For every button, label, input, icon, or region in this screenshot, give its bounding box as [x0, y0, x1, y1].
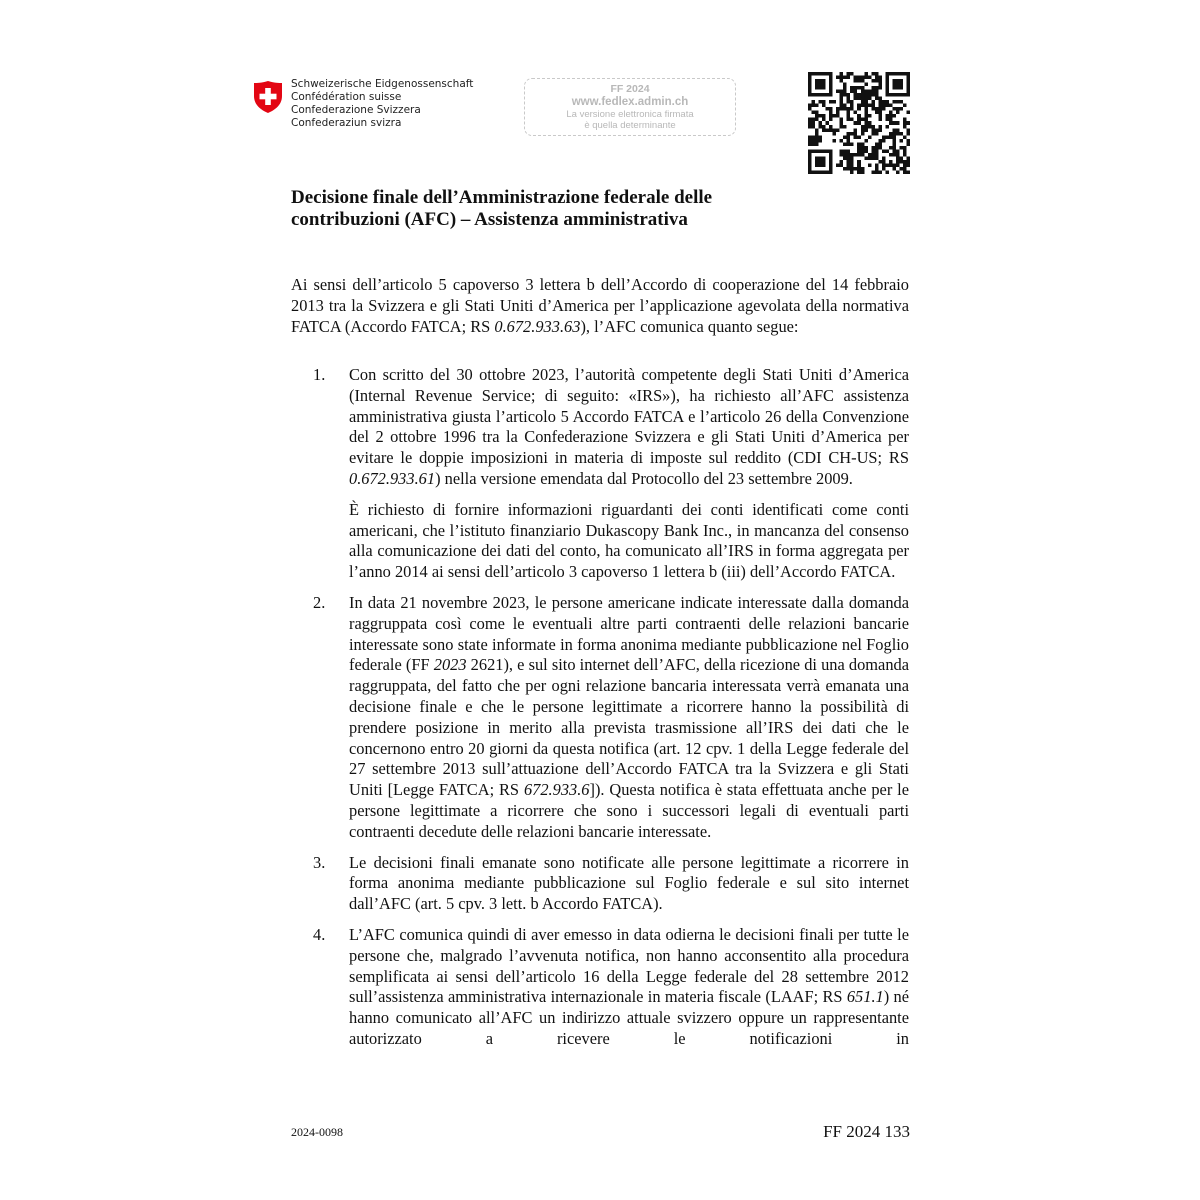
swiss-cross-icon	[253, 80, 283, 114]
confederation-name-fr: Confédération suisse	[291, 91, 402, 103]
item-paragraph: Le decisioni finali emanate sono notificate alle persone legittimate a ricorrere in forma anonima mediante pubblicazione sul Foglio federale e sul sito internet dall’AFC (art. 5 cpv. 3 lett. b Accordo FATCA).	[349, 852, 909, 914]
numbered-list	[291, 365, 909, 1060]
stamp-line-note-1: La versione elettronica firmata	[566, 109, 694, 120]
intro-paragraph	[291, 275, 909, 337]
electronic-version-stamp	[524, 78, 736, 136]
list-item	[291, 593, 909, 843]
item-text: ) nella versione emendata dal Protocollo del 23 settembre 2009.	[435, 468, 853, 488]
intro-text: Ai sensi dell’articolo 5 capoverso 3 lettera b dell’Accordo di cooperazione del 14 febbraio 2013 tra la Svizzera e gli Stati Uniti d’America per l’applicazione agevolata della normativa FATCA (Accordo FATCA; RS	[291, 275, 909, 336]
document-title	[291, 187, 911, 231]
intro-text-end: ), l’AFC comunica quanto segue:	[580, 316, 799, 336]
item-text: 2621), e sul sito internet dell’AFC, della ricezione di una domanda raggruppata, del fatto che per ogni relazione bancaria interessata verrà emanata una decisione finale e che le persone legittimate a ricorrere hanno la possibilità di prendere posizione in merito alla prevista trasmissione all’IRS dei dati che le concernono entro 20 giorni da questa notifica (art. 12 cpv. 1 della Legge federale del 27 settembre 2013 sull’attuazione dell’Accordo FATCA tra la Svizzera e gli Stati Uniti [Legge FATCA; RS	[349, 655, 909, 800]
item-text: L’AFC comunica quindi di aver emesso in data odierna le decisioni finali per tutte le persone che, malgrado l’avvenuta notifica, non hanno acconsentito alla procedura semplificata ai sensi dell’articolo 16 della Legge federale del 28 settembre 2012 sull’assistenza amministrativa internazionale in materia fiscale (LAAF; RS	[349, 924, 909, 1007]
intro-rs-reference: 0.672.933.63	[494, 316, 581, 336]
confederation-names	[291, 78, 473, 130]
rs-reference: 651.1	[846, 987, 884, 1007]
item-number: 2.	[313, 592, 326, 612]
confederation-name-rm: Confederaziun svizra	[291, 117, 402, 129]
rs-reference: 672.933.6	[523, 780, 590, 800]
stamp-line-url: www.fedlex.admin.ch	[571, 96, 689, 108]
title-line-1: Decisione finale dell’Amministrazione federale delle	[291, 187, 713, 208]
list-item	[291, 853, 909, 915]
rs-reference: 0.672.933.61	[349, 468, 436, 488]
item-text: Con scritto del 30 ottobre 2023, l’autorità competente degli Stati Uniti d’America (Internal Revenue Service; di seguito: «IRS»), ha richiesto all’AFC assistenza amministrativa giusta l’articolo 5 Accordo FATCA e l’articolo 26 della Convenzione del 2 ottobre 1996 tra la Confederazione Svizzera e gli Stati Uniti d’America per evitare le doppie imposizioni in materia di imposte sul reddito (CDI CH-US; RS	[349, 365, 909, 468]
item-paragraph	[349, 365, 909, 490]
item-text: ]). Questa notifica è stata effettuata anche per le persone legittimate a ricorrere che sono i successori legali di eventuali parti contraenti decedute delle relazioni bancarie interessate.	[349, 780, 910, 841]
qr-code-icon	[808, 72, 910, 174]
page-reference: FF 2024 133	[823, 1122, 910, 1141]
item-text: ) né hanno comunicato all’AFC un indirizzo attuale svizzero oppure un rappresentante autorizzato a ricevere le notificazioni in	[349, 987, 909, 1048]
list-item	[291, 365, 909, 583]
item-number: 4.	[313, 924, 326, 944]
document-number: 2024-0098	[291, 1125, 343, 1139]
list-item	[291, 925, 909, 1050]
item-number: 1.	[313, 365, 326, 384]
item-number: 3.	[313, 852, 326, 872]
item-paragraph	[349, 925, 909, 1050]
confederation-name-de: Schweizerische Eidgenossenschaft	[291, 78, 474, 90]
stamp-line-ff: FF 2024	[610, 83, 650, 95]
confederation-name-it: Confederazione Svizzera	[291, 104, 421, 116]
item-paragraph	[349, 593, 909, 843]
stamp-line-note-2: è quella determinante	[584, 120, 676, 131]
title-line-2: contribuzioni (AFC) – Assistenza amministrativa	[291, 209, 688, 230]
ff-reference: 2023	[433, 655, 467, 675]
item-text: In data 21 novembre 2023, le persone americane indicate interessate dalla domanda raggruppata così come le eventuali altre parti contraenti delle relazioni bancarie interessate sono state informate in forma anonima mediante pubblicazione nel Foglio federale (FF	[349, 592, 909, 675]
item-paragraph: È richiesto di fornire informazioni riguardanti dei conti identificati come conti americani, che l’istituto finanziario Dukascopy Bank Inc., in mancanza del consenso alla comunicazione dei dati del conto, ha comunicato all’IRS in forma aggregata per l’anno 2014 ai sensi dell’articolo 3 capoverso 1 lettera b (iii) dell’Accordo FATCA.	[349, 499, 909, 582]
